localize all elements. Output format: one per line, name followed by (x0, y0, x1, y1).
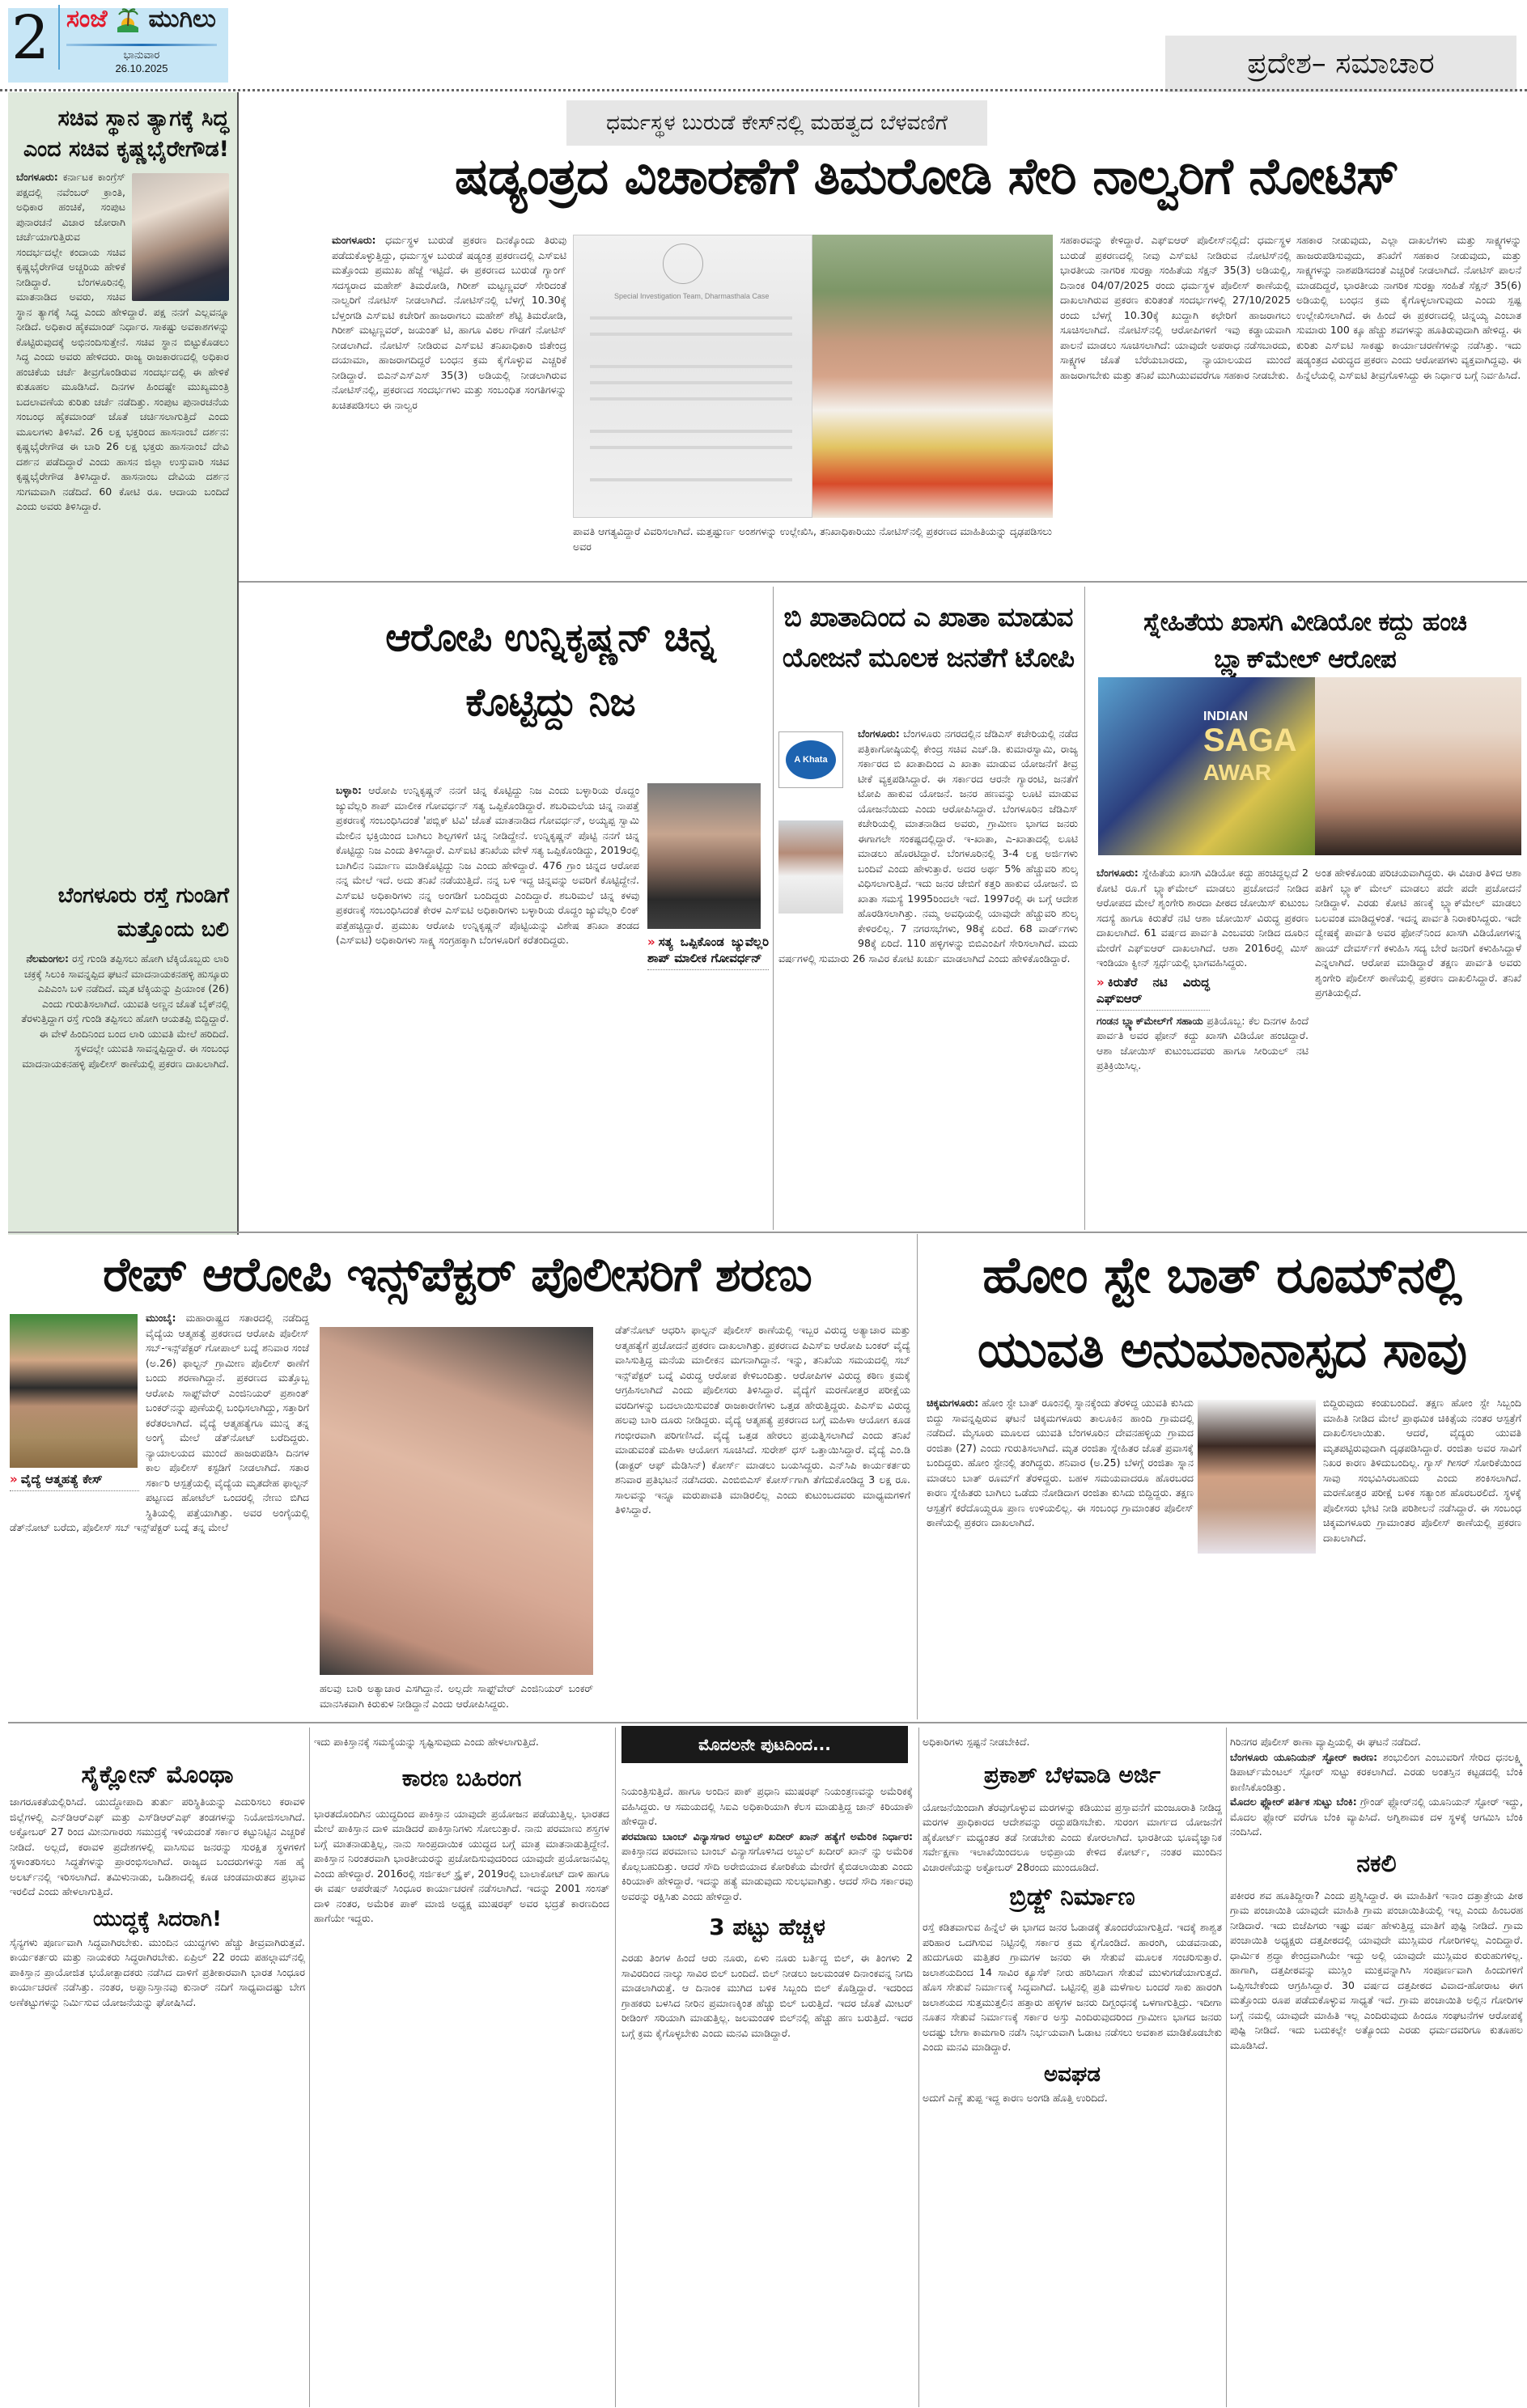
inside-subhead-wrap (621, 1829, 913, 1905)
caption-arrow-icon: » (10, 1472, 18, 1486)
caption-arrow-icon: » (647, 935, 655, 949)
bottom-col4 (923, 1732, 1222, 2403)
continued-banner: ಮೊದಲನೇ ಪುಟದಿಂದ... (621, 1726, 908, 1763)
sidebar-story1-body (16, 170, 229, 833)
sidebar-story1-text: ಕರ್ನಾಟಕ ಕಾಂಗ್ರೆಸ್ ಪಕ್ಷದಲ್ಲಿ ನವೆಂಬರ್ ಕ್ರಾಂತಿ, ಅಧಿಕಾರ ಹಂಚಿಕೆ, ಸಂಪುಟ ಪುನಾರಚನೆ ವಿಚಾರ ಜೋರಾಗಿ ಚರ್ಚೆಯಾಗುತ್ತಿರುವ ಸಂದರ್ಭದಲ್ಲೇ ಕಂದಾಯ ಸಚಿವ ಕೃಷ್ಣಭೈರೇಗೌಡ ಅಚ್ಚರಿಯ ಹೇಳಿಕೆ ನೀಡಿದ್ದಾರೆ. ಬೆಂಗಳೂರಿನಲ್ಲಿ ಮಾತನಾಡಿದ ಅವರು, ಸಚಿವ ಸ್ಥಾನ ತ್ಯಾಗಕ್ಕೆ ಸಿದ್ಧ ಎಂದು ಹೇಳಿದ್ದಾರೆ. ಪಕ್ಷ ನನಗೆ ಎಲ್ಲವನ್ನೂ ನೀಡಿದೆ. ಅಧಿಕಾರ ಹೈಕಮಾಂಡ್ ನಿರ್ಧಾರ. ಸಾಕಷ್ಟು ಅವಕಾಶಗಳನ್ನು ಕೊಟ್ಟಿರುವುದಕ್ಕೆ ಅಭಿನಂದಿಸುತ್ತೇನೆ. ಸಚಿವ ಸ್ಥಾನ ಬಿಟ್ಟುಕೊಡಲು ಸಿದ್ಧ ಎಂದು ಅವರು ಹೇಳಿದರು. ರಾಜ್ಯ ರಾಜಕಾರಣದಲ್ಲಿ ಅಧಿಕಾರ ಹಂಚಿಕೆಯ ಚರ್ಚೆ ತೀವ್ರಗೊಂಡಿರುವ ಸಂದರ್ಭದಲ್ಲಿ ಈ ಹೇಳಿಕೆ ಕುತೂಹಲ ಮೂಡಿಸಿದೆ. ದಿನಗಳ ಹಿಂದಷ್ಟೇ ಮುಖ್ಯಮಂತ್ರಿ ಬದಲಾವಣೆಯ ಕುರಿತು ಚರ್ಚೆ ನಡೆದಿತ್ತು. ಸಂಪುಟ ಪುನಾರಚನೆಯ ಸಂಬಂಧ ಹೈಕಮಾಂಡ್ ಜೊತೆ ಚರ್ಚಿಸಲಾಗುತ್ತಿದೆ ಎಂದು ಮೂಲಗಳು ತಿಳಿಸಿವೆ. 26 ಲಕ್ಷ ಭಕ್ತರಿಂದ ಹಾಸನಾಂಬೆ ದರ್ಶನ: ಕೃಷ್ಣಭೈರೇಗೌಡ ಈ ಬಾರಿ 26 ಲಕ್ಷ ಭಕ್ತರು ಹಾಸನಾಂಬೆ ದೇವಿ ದರ್ಶನ ಪಡೆದಿದ್ದಾರೆ ಎಂದು ಹಾಸನ ಜಿಲ್ಲಾ ಉಸ್ತುವಾರಿ ಸಚಿವ ಕೃಷ್ಣಭೈರೇಗೌಡ ತಿಳಿಸಿದ್ದಾರೆ. ಹಾಸನಾಂಬ ದೇವಿಯ ದರ್ಶನ ಸುಗಮವಾಗಿ ನಡೆದಿದೆ. 60 ಕೋಟಿ ರೂ. ಆದಾಯ ಬಂದಿದೆ ಎಂದು ಅವರು ತಿಳಿಸಿದ್ದಾರೆ. (16, 171, 229, 512)
lead-headline: ಷಡ್ಯಂತ್ರದ ವಿಚಾರಣೆಗೆ ತಿಮರೋಡಿ ಸೇರಿ ನಾಲ್ವರಿಗೆ ನೋಟಿಸ್ (454, 146, 1399, 206)
karana-headline: ಕಾರಣ ಬಹಿರಂಗ (401, 1764, 522, 1791)
fire-body1: ಶಂಭುಲಿಂಗ ಎಂಬುವರಿಗೆ ಸೇರಿದ ಧನಲಕ್ಷ್ಮಿ ಡಿಪಾರ್ಟ್‌ಮೆಂಟಲ್ ಸ್ಟೋರ್ ಸುಟ್ಟು ಕರಕಲಾಗಿದೆ. ಎರಡು ಅಂತಸ್ತಿನ ಕಟ್ಟಡದಲ್ಲಿ ಬೆಂಕಿ ಕಾಣಿಸಿಕೊಂಡಿತ್ತು. (1230, 1750, 1523, 1793)
bottom-col5 (1230, 1732, 1523, 2403)
bottom-col-line-4 (1226, 1728, 1227, 2407)
sidebar (8, 92, 239, 1235)
row2-col-line-1 (773, 587, 774, 1230)
homestay-dateline: ಚಿಕ್ಕಮಗಳೂರು: (927, 1397, 979, 1409)
fire-lead: ಗಿರಿನಗರ ಪೊಲೀಸ್ ಠಾಣಾ ವ್ಯಾಪ್ತಿಯಲ್ಲಿ ಈ ಘಟನೆ ನಡೆದಿದೆ. (1230, 1736, 1421, 1748)
inspector-col3: ಡೆತ್‌ನೋಟ್ ಆಧರಿಸಿ ಫಾಲ್ಟನ್ ಪೊಲೀಸ್ ಠಾಣೆಯಲ್ಲಿ ಇಬ್ಬರ ವಿರುದ್ಧ ಅತ್ಯಾಚಾರ ಮತ್ತು ಆತ್ಮಹತ್ಯೆಗೆ ಪ್ರಚೋದನೆ ಪ್ರಕರಣ ದಾಖಲಾಗಿತ್ತು. ಪ್ರಕರಣದ ಪಿಎಸ್‌ಐ ಆರೋಪಿ ಬಂಕರ್ ವೈದ್ಯೆ ವಾಸಿಸುತ್ತಿದ್ದ ಮನೆಯ ಮಾಲೀಕನ ಮಗನಾಗಿದ್ದಾನೆ. ಇನ್ನು, ತನಿಖೆಯ ಸಮಯದಲ್ಲಿ ಸಬ್ ಇನ್ಸ್‌ಪೆಕ್ಟರ್ ಬದ್ನೆ ವಿರುದ್ಧ ಆರೋಪ ಕೇಳಿಬಂದಿತ್ತು. ಆರೋಪಿಗಳ ವಿರುದ್ಧ ಕಠಿಣ ಕ್ರಮಕ್ಕೆ ಆಗ್ರಹಿಸಲಾಗಿದೆ ಎಂದು ಪೊಲೀಸರು ತಿಳಿಸಿದ್ದಾರೆ. ವೈದ್ಯೆಗೆ ಮರಣೋತ್ತರ ಪರೀಕ್ಷೆಯ ವರದಿಗಳನ್ನು ಬದಲಾಯಿಸುವಂತೆ ರಾಜಕಾರಣಿಗಳು ಒತ್ತಡ ಹೇರುತ್ತಿದ್ದರು. ಪಿಎಸ್‌ಐ ವಿರುದ್ಧ ಹಲವು ಬಾರಿ ದೂರು ನೀಡಿದ್ದರು. ವೈದ್ಯೆ ಆತ್ಮಹತ್ಯೆ ಪ್ರಕರಣದ ಬಗ್ಗೆ ಮಹಿಳಾ ಆಯೋಗ ಕೂಡ ಗಂಭೀರವಾಗಿ ಪರಿಗಣಿಸಿದೆ. ವೈದ್ಯೆ ಒತ್ತಡ ಹೇರಲು ಪ್ರಯತ್ನಿಸಲಾಗಿದೆ ಎಂದು ತನಿಖೆ ಮಾಡುವಂತೆ ಮಹಿಳಾ ಆಯೋಗ ಸೂಚಿಸಿದೆ. ಸುರೇಶ್ ಧಸ್ ಒತ್ತಾಯಿಸಿದ್ದಾರೆ. ವೈದ್ಯೆ ಎಂ.ಡಿ (ಡಾಕ್ಟರ್ ಆಫ್ ಮೆಡಿಸಿನ್) ಕೋರ್ಸ್ ಮಾಡಲು ಬಯಸಿದ್ದರು. ಎನ್‌ಸಿಪಿ ಕಾರ್ಯಕರ್ತರು ಶನಿವಾರ ಪ್ರತಿಭಟನೆ ನಡೆಸಿದರು. ಎಂಬಿಬಿಎಸ್ ಕೋರ್ಸ್‌ಗಾಗಿ ತೆಗೆದುಕೊಂಡಿದ್ದ 3 ಲಕ್ಷ ರೂ. ಸಾಲವನ್ನು ಇನ್ನೂ ಮರುಪಾವತಿ ಮಾಡಿರಲಿಲ್ಲ ಎಂದು ಕುಟುಂಬದವರು ಮಾಧ್ಯಮಗಳಿಗೆ ತಿಳಿಸಿದ್ದಾರೆ. (615, 1324, 910, 1516)
blackmail-col1-text: ಸ್ನೇಹಿತೆಯ ಖಾಸಗಿ ವಿಡಿಯೋ ಕದ್ದು ಹಂಚಿದ್ದಲ್ಲದೆ 2 ಕೋಟಿ ರೂ.ಗೆ ಬ್ಲ್ಯಾಕ್‌ಮೇಲ್ ಮಾಡಲು ಪ್ರಚೋದನೆ ನೀಡಿದ ಆರೋಪದ ಮೇಲೆ ಶೃಂಗೇರಿ ಶಾರದಾ ಪೀಠದ ಜೋಯಿಸ್ ಕುಟುಂಬ ಸದಸ್ಯೆ ಹಾಗೂ ಕಿರುತೆರೆ ನಟಿ ಆಶಾ ಜೋಯಿಸ್ ವಿರುದ್ಧ ಪ್ರಕರಣ ದಾಖಲಾಗಿದೆ. 61 ವರ್ಷದ ಪಾರ್ವತಿ ಎಂಬವರು ನೀಡಿದ ದೂರಿನ ಮೇರೆಗೆ ಎಫ್‌ಐಆರ್ ದಾಖಲಾಗಿದೆ. ಆಶಾ 2016ರಲ್ಲಿ ಮಿಸ್ ಇಂಡಿಯಾ ಕ್ವೀನ್ ಸ್ಪರ್ಧೆಯಲ್ಲಿ ಭಾಗವಹಿಸಿದ್ದರು. (1096, 867, 1309, 969)
inside-headline2: 3 ಪಟ್ಟು ಹೆಚ್ಚಳ (709, 1914, 825, 1940)
inspector-photo (10, 1314, 138, 1468)
blackmail-dateline: ಬೆಂಗಳೂರು: (1096, 867, 1139, 879)
row2-col-line-2 (1084, 587, 1085, 1230)
page-number: 2 (11, 3, 50, 73)
karana-lead: ಇದು ಪಾಕಿಸ್ತಾನಕ್ಕೆ ಸಮಸ್ಯೆಯನ್ನು ಸೃಷ್ಟಿಸುವುದು ಎಂದು ಹೇಳಲಾಗುತ್ತಿದೆ. (314, 1736, 539, 1748)
homestay-col2: ಬಿದ್ದಿರುವುದು ಕಂಡುಬಂದಿದೆ. ತಕ್ಷಣ ಹೋಂ ಸ್ಟೇ ಸಿಬ್ಬಂದಿ ಮಾಹಿತಿ ನೀಡಿದ ಮೇಲೆ ಪ್ರಾಥಮಿಕ ಚಿಕಿತ್ಸೆಯ ನಂತರ ಆಸ್ಪತ್ರೆಗೆ ದಾಖಲಿಸಲಾಯಿತು. ಆದರೆ, ವೈದ್ಯರು ಯುವತಿ ಮೃತಪಟ್ಟಿರುವುದಾಗಿ ದೃಢಪಡಿಸಿದ್ದಾರೆ. ರಂಜಿತಾ ಅವರ ಸಾವಿಗೆ ನಿಖರ ಕಾರಣ ತಿಳಿದುಬಂದಿಲ್ಲ. ಗ್ಯಾಸ್ ಗೀಸರ್ ಸೋರಿಕೆಯಿಂದ ಸಾವು ಸಂಭವಿಸಿರಬಹುದು ಎಂದು ಶಂಕಿಸಲಾಗಿದೆ. ಮರಣೋತ್ತರ ಪರೀಕ್ಷೆ ಬಳಿಕ ಸತ್ಯಾಂಶ ಹೊರಬರಲಿದೆ. ಸ್ಥಳಕ್ಕೆ ಪೊಲೀಸರು ಭೇಟಿ ನೀಡಿ ಪರಿಶೀಲನೆ ನಡೆಸಿದ್ದಾರೆ. ಈ ಸಂಬಂಧ ಚಿಕ್ಕಮಗಳೂರು ಗ್ರಾಮಾಂತರ ಪೊಲೀಸ್ ಠಾಣೆಯಲ್ಲಿ ಪ್ರಕರಣ ದಾಖಲಾಗಿದೆ. (1323, 1397, 1521, 1544)
inspector-photo-box (10, 1314, 139, 1512)
homestay-headline: ಹೋಂ ಸ್ಟೇ ಬಾತ್ ರೂಮ್‌ನಲ್ಲಿ ಯುವತಿ ಅನುಮಾನಾಸ್ಪದ ಸಾವು (977, 1245, 1467, 1379)
akhata-photo (778, 731, 843, 788)
lead-col3: ಸಹಕಾರ ನೀಡುವುದು, ಎಲ್ಲಾ ದಾಖಲೆಗಳು ಮತ್ತು ಸಾಕ್ಷ್ಯಗಳನ್ನು ಹಾಜರುಪಡಿಸುವುದು, ತನಿಖೆಗೆ ಸಹಕಾರ ನೀಡುವುದು, ಮತ್ತು ಸಾಕ್ಷ್ಯಗಳನ್ನು ನಾಶಪಡಿಸದಂತೆ ಎಚ್ಚರಿಕೆ ನೀಡಲಾಗಿದೆ. ನೋಟಿಸ್ ಪಾಲನೆ ಮಾಡದಿದ್ದರೆ, ಭಾರತೀಯ ನಾಗರಿಕ ಸುರಕ್ಷಾ ಸಂಹಿತೆ ಸೆಕ್ಷನ್ 35(6) ಅಡಿಯಲ್ಲಿ ಬಂಧನ ಕ್ರಮ ಕೈಗೊಳ್ಳಲಾಗುವುದು ಎಂದು ಸ್ಪಷ್ಟ ಉಲ್ಲೇಖಿಸಲಾಗಿದೆ. ಈ ಹಿಂದೆ ಈ ಪ್ರಕರಣದಲ್ಲಿ ಚಿನ್ನಯ್ಯ ಎಂಬಾತ ಸುಮಾರು 100 ಕ್ಕೂ ಹೆಚ್ಚು ಶವಗಳನ್ನು ಹೂತಿರುವುದಾಗಿ ಹೇಳಿದ್ದ. ಈ ಕುರಿತು ಎಸ್‌ಐಟಿ ಸಾಕಷ್ಟು ಕಾರ್ಯಾಚರಣೆಗಳನ್ನು ನಡೆಸಿತ್ತು. ಇದು ಷಡ್ಯಂತ್ರದ ವಿರುದ್ಧದ ಪ್ರಕರಣ ಎಂದು ಆರೋಪಗಳು ವ್ಯಕ್ತವಾಗಿದ್ದವು. ಈ ಹಿನ್ನೆಲೆಯಲ್ಲಿ ಎಸ್‌ಐಟಿ ತೀವ್ರಗೊಳಿಸಿದ್ದು ಈ ನಿರ್ಧಾರ ಬಗ್ಗೆ ನಿರ್ವಹಿಸಿದೆ. (1296, 234, 1521, 381)
notice-letterhead: Special Investigation Team, Dharmasthala Case (614, 292, 770, 300)
inspector-col1 (10, 1311, 309, 1675)
govardhan-photo (647, 783, 761, 929)
logo-underline (66, 44, 217, 46)
bkhata-headline: ಬಿ ಖಾತಾದಿಂದ ಎ ಖಾತಾ ಮಾಡುವ ಯೋಜನೆ ಮೂಲಕ ಜನತೆಗೆ ಟೋಪಿ (782, 601, 1075, 673)
govardhan-caption (647, 934, 769, 970)
award-banner (1203, 710, 1297, 789)
cyclone-body: ಜಾಗರೂಕತೆಯಲ್ಲಿರಿಸಿದೆ. ಯುದ್ಧೋಪಾದಿ ತುರ್ತು ಪರಿಸ್ಥಿತಿಯನ್ನು ಎದುರಿಸಲು ಕರಾವಳಿ ಜಿಲ್ಲೆಗಳಲ್ಲಿ ಎನ್‌ಡಿಆರ್‌ಎಫ್ ಮತ್ತು ಎಸ್‌ಡಿಆರ್‌ಎಫ್ ತಂಡಗಳನ್ನು ನಿಯೋಜಿಸಲಾಗಿದೆ. ಅಕ್ಟೋಬರ್ 27 ರಿಂದ ಮೀನುಗಾರರು ಸಮುದ್ರಕ್ಕೆ ಇಳಿಯದಂತೆ ಸರ್ಕಾರ ಕಟ್ಟುನಿಟ್ಟಿನ ಎಚ್ಚರಿಕೆ ನೀಡಿದೆ. ಅಲ್ಲದೆ, ಕರಾವಳಿ ಪ್ರದೇಶಗಳಲ್ಲಿ ವಾಸಿಸುವ ಜನರನ್ನು ಸುರಕ್ಷಿತ ಸ್ಥಳಗಳಿಗೆ ಸ್ಥಳಾಂತರಿಸಲು ಸಿದ್ಧತೆಗಳನ್ನು ಪ್ರಾರಂಭಿಸಲಾಗಿದೆ. ರಾಜ್ಯದ ಬಂದರುಗಳನ್ನು ಸಹ ಹೈ ಅಲರ್ಟ್‌ನಲ್ಲಿ ಇರಿಸಲಾಗಿದೆ. ತಮಿಳುನಾಡು, ಒಡಿಶಾದಲ್ಲಿ ಕೂಡ ಚಂಡಮಾರುತದ ಪ್ರಭಾವ ಇರಲಿದೆ ಎಂದು ಹೇಳಲಾಗುತ್ತಿದೆ. (10, 1795, 305, 1897)
actress-award-photo (1098, 677, 1315, 855)
unnikrishnan-text: ಆರೋಪಿ ಉನ್ನಿಕೃಷ್ಣನ್ ನನಗೆ ಚಿನ್ನ ಕೊಟ್ಟಿದ್ದು ನಿಜ ಎಂದು ಬಳ್ಳಾರಿಯ ರೊದ್ದಂ ಜ್ಯುವೆಲ್ಲರಿ ಶಾಪ್ ಮಾಲೀಕ ಗೋವರ್ಧನ್ ಸತ್ಯ ಒಪ್ಪಿಕೊಂಡಿದ್ದಾರೆ. ಶಬರಿಮಲೆಯ ಚಿನ್ನ ನಾಪತ್ತೆ ಪ್ರಕರಣಕ್ಕೆ ಸಂಬಂಧಿಸಿದಂತೆ 'ಪಬ್ಲಿಕ್ ಟಿವಿ' ಜೊತೆ ಮಾತನಾಡಿದ ಗೋವರ್ಧನ್, ಅಯ್ಯಪ್ಪ ಸ್ವಾಮಿ ಮೇಲಿನ ಭಕ್ತಿಯಿಂದ ಬಾಗಿಲು ಶಿಲ್ಪಗಳಿಗೆ ಚಿನ್ನ ನೀಡಿದ್ದೇನೆ. ಉನ್ನಿಕೃಷ್ಣನ್ ಪೊಟ್ಟಿ ನನಗೆ ಚಿನ್ನ ಕೊಟ್ಟಿದ್ದು ನಿಜ ಎಂದು ತಿಳಿಸಿದ್ದಾರೆ. ಎಸ್‌ಐಟಿ ತನಿಖೆಯ ವೇಳೆ ಸತ್ಯ ಒಪ್ಪಿಕೊಂಡಿದ್ದು, 2019ರಲ್ಲಿ ಬಾಗಿಲಿನ ನಿರ್ಮಾಣ ಮಾಡಿಕೊಟ್ಟಿದ್ದು ನಿಜ ಎಂದು ಹೇಳಿದ್ದಾರೆ. 476 ಗ್ರಾಂ ಚಿನ್ನದ ಆರೋಪ ನನ್ನ ಮೇಲೆ ಇದೆ. ಅದು ತನಿಖೆ ನಡೆಯುತ್ತಿದೆ. ನನ್ನ ಬಳಿ ಇದ್ದ ಚಿನ್ನವನ್ನು ಅವರಿಗೆ ಕೊಟ್ಟಿದ್ದೇನೆ. ಎಸ್‌ಐಟಿ ಅಧಿಕಾರಿಗಳು ನನ್ನ ಅಂಗಡಿಗೆ ಬಂದಿದ್ದರು ಎಂದಿದ್ದಾರೆ. ಶಬರಿಮಲೆ ಚಿನ್ನ ಕಳವು ಪ್ರಕರಣಕ್ಕೆ ಸಂಬಂಧಿಸಿದಂತೆ ಕೇರಳ ಎಸ್‌ಐಟಿ ಅಧಿಕಾರಿಗಳು ಬಳ್ಳಾರಿಯ ರೊದ್ದಂ ಜ್ಯುವೆಲ್ಲರಿ ಲಿಂಕ್ ಪತ್ತೆಹಚ್ಚಿದ್ದಾರೆ. ಪ್ರಮುಖ ಆರೋಪಿ ಉನ್ನಿಕೃಷ್ಣನ್ ಪೊಟ್ಟಿಯನ್ನು ವಿಶೇಷ ತನಿಖಾ ತಂಡದ (ಎಸ್‌ಐಟಿ) ಅಧಿಕಾರಿಗಳು ಸಾಕ್ಷ್ಯ ಸಂಗ್ರಹಕ್ಕಾಗಿ ಬೆಂಗಳೂರಿಗೆ ಕರೆತಂದಿದ್ದರು. (336, 784, 639, 946)
lead-kicker: ಧರ್ಮಸ್ಥಳ ಬುರುಡೆ ಕೇಸ್‌ನಲ್ಲಿ ಮಹತ್ವದ ಬೆಳವಣಿಗೆ (566, 100, 987, 146)
inspector-dateline: ಮುಂಬೈ: (146, 1312, 176, 1324)
sit-notice-photo (573, 235, 812, 518)
prakash-headline: ಪ್ರಕಾಶ್ ಬೆಳವಾಡಿ ಅರ್ಜಿ (983, 1761, 1161, 1788)
unnikrishnan-headline: ಆರೋಪಿ ಉನ್ನಿಕೃಷ್ಣನ್ ಚಿನ್ನ ಕೊಟ್ಟಿದ್ದು ನಿಜ (385, 615, 715, 725)
timarodi-photo (812, 235, 1053, 518)
row3-divider (8, 1722, 1527, 1723)
logo-part2: ಮುಗಿಲು (148, 5, 216, 33)
fire-subhead2: ಮೊದಲ ಫ್ಲೋರ್ ಪರ್ತಿಕ ಸುಟ್ಟು ಬೆಂಕಿ: (1230, 1795, 1357, 1808)
newspaper-logo (66, 5, 216, 33)
inspector-col2: ಹಲವು ಬಾರಿ ಅತ್ಯಾಚಾರ ಎಸಗಿದ್ದಾನೆ. ಅಲ್ಲದೇ ಸಾಫ್ಟ್‌ವೇರ್ ಎಂಜಿನಿಯರ್ ಬಂಕರ್ ಮಾನಸಿಕವಾಗಿ ಕಿರುಕುಳ ನೀಡಿದ್ದಾನೆ ಎಂದು ಆರೋಪಿಸಿದ್ದರು. (320, 1682, 593, 1710)
actress-crown-photo (1315, 677, 1521, 855)
bottom-col3 (621, 1784, 913, 2403)
issue-day: ಭಾನುವಾರ (123, 49, 160, 61)
blackmail-col2: ಅಂತ ಹೇಳಿಕೊಂಡು ಪರಿಚಯವಾಗಿದ್ದರು. ಈ ವಿಚಾರ ತಿಳಿದ ಆಶಾ ಪತಿಗೆ ಬ್ಲ್ಯಾಕ್ ಮೇಲ್ ಮಾಡಲು ಪದೇ ಪದೇ ಪ್ರಚೋದನೆ ನೀಡಿದ್ದಾಳೆ. ಎರಡು ಕೋಟಿ ಹಣಕ್ಕೆ ಬ್ಲ್ಯಾಕ್‌ಮೇಲ್ ಮಾಡಲು ಬಲವಂತ ಮಾಡಿದ್ದಳಂತೆ. ಇದನ್ನ ಪಾರ್ವತಿ ನಿರಾಕರಿಸಿದ್ದರು. ಇದೇ ದ್ವೇಷಕ್ಕೆ ಪಾರ್ವತಿ ಅವರ ಫೋನ್‌ನಿಂದ ಖಾಸಗಿ ವಿಡಿಯೋಗಳನ್ನ ಹಾಯ್ ದೇವರ್ಸ್‌ಗೆ ಕಳುಹಿಸಿ ಸದ್ಯ ಬೇರೆ ಜನರಿಗೆ ಕಳುಹಿಸಿದ್ದಾಳೆ ಎನ್ನಲಾಗಿದೆ. ಆರೋಪ ಮಾಡಿದ್ದಾರೆ ತಕ್ಷಣ ಪಾರ್ವತಿ ಅವರು ಶೃಂಗೇರಿ ಪೊಲೀಸ್ ಠಾಣೆಯಲ್ಲಿ ಪ್ರಕರಣ ದಾಖಲಿಸಿದ್ದಾರೆ. ತನಿಖೆ ಪ್ರಗತಿಯಲ್ಲಿದೆ. (1315, 867, 1521, 998)
bottom-col-line-3 (918, 1728, 919, 2407)
row3-col-line (917, 1234, 918, 1719)
fire-subhead1: ಬೆಂಗಳೂರು ಯೂನಿಯನ್ ಸ್ಟೋರ್ ಕಾರಣ: (1230, 1750, 1378, 1763)
lead-col2: ಸಹಕಾರವನ್ನು ಕೇಳಿದ್ದಾರೆ. ಎಫ್‌ಐಆರ್ ಪೊಲೀಸ್‌ನಲ್ಲಿದೆ: ಧರ್ಮಸ್ಥಳ ಬುರುಡೆ ಪ್ರಕರಣದಲ್ಲಿ ನೀವು ಎಸ್‌ಐಟಿ ನೀಡಿರುವ ನೋಟಿಸ್‌ನಲ್ಲಿ ಭಾರತೀಯ ನಾಗರಿಕ ಸುರಕ್ಷಾ ಸಂಹಿತೆಯ ಸೆಕ್ಷನ್ 35(3) ಅಡಿಯಲ್ಲಿ, ದಿನಾಂಕ 04/07/2025 ರಂದು ಧರ್ಮಸ್ಥಳ ಪೊಲೀಸ್ ಠಾಣೆಯಲ್ಲಿ ದಾಖಲಾಗಿರುವ ಪ್ರಕರಣ ಕುರಿತಂತೆ ಸಂದರ್ಭಗಳಲ್ಲಿ 27/10/2025 ರಂದು ಬೆಳಗ್ಗೆ 10.30ಕ್ಕೆ ಖುದ್ದಾಗಿ ಕಛೇರಿಗೆ ಹಾಜರಾಗಲು ಸೂಚಿಸಲಾಗಿದೆ. ನೋಟಿಸ್‌ನಲ್ಲಿ ಆರೋಪಿಗಳಿಗೆ ಇವು ಕಡ್ಡಾಯವಾಗಿ ಪಾಲನೆ ಮಾಡಲು ಸೂಚಿಸಲಾಗಿದೆ: ಯಾವುದೇ ಅಪರಾಧ ನಡೆಸಬಾರದು, ಸಾಕ್ಷ್ಯಗಳ ಜೊತೆ ಬೆರೆಯಬಾರದು, ನ್ಯಾಯಾಲಯದ ಮುಂದೆ ಹಾಜರಾಗಬೇಕು ಮತ್ತು ತನಿಖೆ ಮುಗಿಯುವವರೆಗೂ ಸಹಕಾರ ನೀಡಬೇಕು. (1060, 234, 1291, 381)
lead-dateline: ಮಂಗಳೂರು: (332, 234, 376, 246)
bridge-body: ರಸ್ತೆ ಕಡಿತವಾಗುವ ಹಿನ್ನೆಲೆ ಈ ಭಾಗದ ಜನರ ಓಡಾಡಕ್ಕೆ ತೊಂದರೆಯಾಗುತ್ತಿದೆ. ಇದಕ್ಕೆ ಶಾಶ್ವತ ಪರಿಹಾರ ಒದಗಿಸುವ ನಿಟ್ಟಿನಲ್ಲಿ ಸರ್ಕಾರ ಕ್ರಮ ಕೈಗೊಂಡಿದೆ. ಹಾರಂಗಿ, ಯಡವನಾಡು, ಹುದುಗೂರು ಮತ್ತಿತರ ಗ್ರಾಮಗಳ ಜನರು ಈ ಸೇತುವೆ ಮೂಲಕ ಸಂಚರಿಸುತ್ತಾರೆ. ಜಲಾಶಯದಿಂದ 14 ಸಾವಿರ ಕ್ಯೂಸೆಕ್ ನೀರು ಹರಿಸಿದಾಗ ಸೇತುವೆ ಮುಳುಗಡೆಯಾಗುತ್ತದೆ. ಹೊಸ ಸೇತುವೆ ನಿರ್ಮಾಣಕ್ಕೆ ಸಿದ್ಧವಾಗಿದೆ. ಒಟ್ಟಿನಲ್ಲಿ ಪ್ರತಿ ಮಳೆಗಾಲ ಬಂದರೆ ಸಾಕು ಹಾರಂಗಿ ಜಲಾಶಯದ ಸುತ್ತಮುತ್ತಲಿನ ಹತ್ತಾರು ಹಳ್ಳಿಗಳ ಜನರು ದಿಗ್ಬಂಧನಕ್ಕೆ ಒಳಗಾಗುತ್ತಿದ್ರು. ಇದೀಗಾ ನೂತನ ಸೇತುವೆ ನಿರ್ಮಾಣಕ್ಕೆ ಸರ್ಕಾರ ಅಸ್ತು ಎಂದಿರುವುದರಿಂದ ಗ್ರಾಮೀಣ ಭಾಗದ ಜನರು ಅದಷ್ಟು ಬೇಗಾ ಕಾಮಗಾರಿ ನಡೆಸಿ ನಿರ್ಭಯವಾಗಿ ಓಡಾಟ ನಡೆಸಲು ಅವಕಾಶ ಮಾಡಿಕೊಡಬೇಕು ಎಂದು ಮನವಿ ಮಾಡಿದ್ದಾರೆ. (923, 1921, 1222, 2053)
accident-headline: ಅವಘಡ (1044, 2062, 1101, 2087)
blackmail-subhead: ಗಂಡನ ಬ್ಲ್ಯಾಕ್‌ಮೇಲ್‌ಗೆ ಸಹಾಯ (1096, 1014, 1203, 1027)
award-text-1: INDIAN (1203, 710, 1249, 723)
sidebar-story2-body (16, 952, 229, 1071)
homestay-col1-text: ಹೋಂ ಸ್ಟೇ ಬಾತ್ ರೂಂನಲ್ಲಿ ಸ್ನಾನಕ್ಕೆಂದು ತೆರಳಿದ್ದ ಯುವತಿ ಕುಸಿದು ಬಿದ್ದು ಸಾವನ್ನಪ್ಪಿರುವ ಘಟನೆ ಚಿಕ್ಕಮಗಳೂರು ತಾಲೂಕಿನ ಹಾಂದಿ ಗ್ರಾಮದಲ್ಲಿ ನಡೆದಿದೆ. ಮೈಸೂರು ಮೂಲದ ಯುವತಿ ಬೆಂಗಳೂರಿನ ದೇವನಹಳ್ಳಿಯ ಗ್ರಾಮದ ರಂಜಿತಾ (27) ಎಂದು ಗುರುತಿಸಲಾಗಿದೆ. ಮೃತ ರಂಜಿತಾ ಸ್ನೇಹಿತರ ಜೊತೆ ಪ್ರವಾಸಕ್ಕೆ ಬಂದಿದ್ದರು. ಹೋಂ ಸ್ಟೇನಲ್ಲಿ ತಂಗಿದ್ದರು. ಶನಿವಾರ (ಅ.25) ಬೆಳಗ್ಗೆ ರಂಜಿತಾ ಸ್ನಾನ ಮಾಡಲು ಬಾತ್ ರೂಮ್‌ಗೆ ತೆರಳಿದ್ದರು. ಬಹಳ ಸಮಯವಾದರೂ ಹೊರಬರದ ಕಾರಣ ಸ್ನೇಹಿತರು ಬಾಗಿಲು ಒಡೆದು ನೋಡಿದಾಗ ರಂಜಿತಾ ಕುಸಿದು ಬಿದ್ದಿದ್ದರು. ತಕ್ಷಣ ಆಸ್ಪತ್ರೆಗೆ ಕರೆದೊಯ್ದರೂ ಪ್ರಾಣ ಉಳಿಯಲಿಲ್ಲ. ಈ ಸಂಬಂಧ ಗ್ರಾಮಾಂತರ ಪೊಲೀಸ್ ಠಾಣೆಯಲ್ಲಿ ಪ್ರಕರಣ ದಾಖಲಾಗಿದೆ. (927, 1397, 1194, 1528)
blackmail-headline: ಸ್ನೇಹಿತೆಯ ಖಾಸಗಿ ವೀಡಿಯೋ ಕದ್ದು ಹಂಚಿ ಬ್ಲ್ಯಾಕ್‌ಮೇಲ್ ಆರೋಪ (1143, 608, 1466, 674)
homestay-col1 (927, 1396, 1194, 1719)
bkhata-dateline: ಬೆಂಗಳೂರು: (858, 727, 900, 740)
siddaramaiah-headline: ಯುದ್ಧಕ್ಕೆ ಸಿದರಾಗಿ! (93, 1906, 222, 1931)
inside-subhead: ಪರಮಾಣು ಬಾಂಬ್ ವಿನ್ಯಾಸಗಾರ ಅಬ್ದುಲ್ ಖದೀರ್ ಖಾನ್ ಹತ್ಯೆಗೆ ಅಮೆರಿಕ ನಿರ್ಧಾರ: (621, 1829, 913, 1842)
blackmail-col1b-text: ಪ್ರತಿಯೊಬ್ಬ: ಕೆಲ ದಿನಗಳ ಹಿಂದೆ ಪಾರ್ವತಿ ಅವರ ಫೋನ್ ಕದ್ದು ಖಾಸಗಿ ವಿಡಿಯೋ ಹಂಚಿದ್ದಾರೆ. ಆಶಾ ಜೋಯಿಸ್ ಕುಟುಂಬದವರು ಹಾಗೂ ಸೀರಿಯಲ್ ನಟಿ ಪ್ರತಿಕ್ರಿಯಿಸಿಲ್ಲ. (1096, 1014, 1309, 1071)
bottom-col-line-2 (615, 1728, 616, 2407)
bottom-col-line-1 (309, 1728, 310, 2407)
sidebar-story1-dateline: ಬೆಂಗಳೂರು: (16, 171, 58, 183)
fire-body2: ಗ್ರೌಂಡ್ ಫ್ಲೋರ್‌ನಲ್ಲಿ ಯೂನಿಯನ್ ಸ್ಟೋರ್ ಇದ್ದು, ಮೊದಲ ಫ್ಲೋರ್ ವರೆಗೂ ಬೆಂಕಿ ವ್ಯಾಪಿಸಿದೆ. ಅಗ್ನಿಶಾಮಕ ದಳ ಸ್ಥಳಕ್ಕೆ ಆಗಮಿಸಿ ಬೆಂಕಿ ನಂದಿಸಿದೆ. (1230, 1795, 1523, 1838)
masthead-divider (58, 5, 60, 70)
issue-date: 26.10.2025 (115, 62, 168, 74)
row2-divider (8, 1232, 1527, 1233)
logo-part1: ಸಂಜೆ (66, 5, 108, 33)
section-title: ಪ್ರದೇಶ– ಸಮಾಚಾರ (1165, 36, 1516, 92)
bkhata-text: ಬೆಂಗಳೂರು ನಗರದಲ್ಲಿನ ಜೆಡಿಎಸ್ ಕಚೇರಿಯಲ್ಲಿ ನಡೆದ ಪತ್ರಿಕಾಗೋಷ್ಠಿಯಲ್ಲಿ ಕೇಂದ್ರ ಸಚಿವ ಎಚ್.ಡಿ. ಕುಮಾರಸ್ವಾಮಿ, ರಾಜ್ಯ ಸರ್ಕಾರದ ಬಿ ಖಾತಾದಿಂದ ಎ ಖಾತಾ ಮಾಡುವ ಯೋಜನೆಗೆ ತೀವ್ರ ಟೀಕೆ ವ್ಯಕ್ತಪಡಿಸಿದ್ದಾರೆ. ಈ ಸರ್ಕಾರದ ಆರನೇ ಗ್ಯಾರಂಟಿ, ಜನತೆಗೆ ಟೋಪಿ ಹಾಕುವ ಯೋಜನೆ. ಜನರ ಹಣವನ್ನು ಲೂಟಿ ಮಾಡುವ ಯೋಜನೆಯಿದು ಎಂದು ಆರೋಪಿಸಿದ್ದಾರೆ. ಬೆಂಗಳೂರಿನ ಜೆಡಿಎಸ್ ಕಚೇರಿಯಲ್ಲಿ ಮಾತನಾಡಿದ ಅವರು, ಗ್ರಾಮೀಣ ಭಾಗದ ಜನರು ಈಗಾಗಲೇ ಸಂಕಷ್ಟದಲ್ಲಿದ್ದಾರೆ. ಇ-ಖಾತಾ, ಎ-ಖಾತಾದಲ್ಲಿ ಲೂಟಿ ಮಾಡಲು ಹೊರಟಿದ್ದಾರೆ. ಬೆಂಗಳೂರಿನಲ್ಲಿ 3-4 ಲಕ್ಷ ಅರ್ಜಿಗಳು ಬಂದಿವೆ ಎಂದು ಹೇಳುತ್ತಾರೆ. ಅದರ ಅರ್ಥ 5% ಹೆಚ್ಚುವರಿ ಶುಲ್ಕ ವಿಧಿಸಲಾಗುತ್ತಿದೆ. ಇದು ಜನರ ಜೇಬಿಗೆ ಕತ್ತರಿ ಹಾಕುವ ಯೋಜನೆ. ಬಿ ಖಾತಾ ಸಮಸ್ಯೆ 1995ರಿಂದಲೇ ಇದೆ. 1997ರಲ್ಲಿ ಈ ಬಗ್ಗೆ ಆದೇಶ ಹೊರಡಿಸಲಾಗಿತ್ತು. ನಮ್ಮ ಅವಧಿಯಲ್ಲಿ ಯಾವುದೇ ಹೆಚ್ಚುವರಿ ಶುಲ್ಕ ಕೇಳಿರಲಿಲ್ಲ. 7 ನಗರಸಭೆಗಳು, 98ಕ್ಕೆ ಏರಿದೆ. 68 ವಾರ್ಡ್‌ಗಳು 98ಕ್ಕೆ ಏರಿದೆ. 110 ಹಳ್ಳಿಗಳನ್ನು ಬಿಬಿಎಂಪಿಗೆ ಸೇರಿಸಲಾಗಿದೆ. ಮದು ವರ್ಷಗಳಲ್ಲಿ ಸುಮಾರು 26 ಸಾವಿರ ಕೋಟಿ ಖರ್ಚು ಮಾಡಲಾಗಿದೆ ಎಂದು ಹೇಳಿಕೊಂಡಿದ್ದಾರೆ. (778, 727, 1078, 964)
karana-body: ಭಾರತದೊಂದಿಗಿನ ಯುದ್ಧದಿಂದ ಪಾಕಿಸ್ತಾನ ಯಾವುದೇ ಪ್ರಯೋಜನ ಪಡೆಯುತ್ತಿಲ್ಲ. ಭಾರತದ ಮೇಲೆ ಪಾಕಿಸ್ತಾನ ದಾಳಿ ಮಾಡಿದರೆ ಪಾಕಿಸ್ತಾನಿಗಳು ಸೋಲುತ್ತಾರೆ. ನಾನು ಪರಮಾಣು ಶಸ್ತ್ರಗಳ ಬಗ್ಗೆ ಮಾತನಾಡುತ್ತಿಲ್ಲ, ನಾನು ಸಾಂಪ್ರದಾಯಿಕ ಯುದ್ಧದ ಬಗ್ಗೆ ಮಾತ್ರ ಮಾತನಾಡುತ್ತಿದ್ದೇನೆ. ಪಾಕಿಸ್ತಾನ ನಿರಂತರವಾಗಿ ಭಾರತೀಯರನ್ನು ಪ್ರಚೋದಿಸುವುದರಿಂದ ಯಾವುದೇ ಪ್ರಯೋಜನವಿಲ್ಲ ಎಂದು ಹೇಳಿದ್ದಾರೆ. 2016ರಲ್ಲಿ ಸರ್ಜಿಕಲ್ ಸ್ಟ್ರೈಕ್, 2019ರಲ್ಲಿ ಬಾಲಾಕೋಟ್ ದಾಳಿ ಹಾಗೂ ಈ ವರ್ಷ ಆಪರೇಷನ್ ಸಿಂಧೂರ ಕಾರ್ಯಾಚರಣೆ ನಡೆಸಲಾಗಿದೆ. ಇದನ್ನು 2001 ಸಂಸತ್ ದಾಳಿ ನಂತರ, ಅಮೆರಿಕ ಪಾಕ್ ಮಾಜಿ ಅಧ್ಯಕ್ಷ ಮುಷರಫ್ ಅವರ ಭದ್ರತೆ ಕಾರಣದಿಂದ ಹಾಗೆಯೇ ಇದ್ದರು. (314, 1807, 609, 1924)
inside-body1: ನಿಯಂತ್ರಿಸುತ್ತಿದೆ. ಹಾಗೂ ಅಂದಿನ ಪಾಕ್ ಪ್ರಧಾನಿ ಮುಷರಫ್ ನಿಯಂತ್ರಣವನ್ನು ಅಮೆರಿಕಕ್ಕೆ ವಹಿಸಿದ್ದರು. ಆ ಸಮಯದಲ್ಲಿ ಸಿಐಎ ಅಧಿಕಾರಿಯಾಗಿ ಕೆಲಸ ಮಾಡುತ್ತಿದ್ದ ಜಾನ್ ಕಿರಿಯಾಕೌ ಹೇಳಿದ್ದಾರೆ. (621, 1785, 913, 1827)
lead-col1 (332, 233, 566, 557)
palm-sun-icon (116, 8, 140, 32)
nakali-headline: ನಕಲಿ (1356, 1849, 1397, 1878)
prakash-body: ಯೋಜನೆಯಿಂದಾಗಿ ತೆರವುಗೊಳ್ಳುವ ಮರಗಳನ್ನು ಕಡಿಯುವ ಪ್ರಸ್ತಾವನೆಗೆ ಮಂಜೂರಾತಿ ನೀಡಿದ್ದ ಮರಗಳ ಪ್ರಾಧಿಕಾರದ ಆದೇಶವನ್ನು ರದ್ದುಪಡಿಸಬೇಕು. ಸುರಂಗ ಮಾರ್ಗದ ಯೋಜನೆಗೆ ಹೈಕೋರ್ಟ್ ಮಧ್ಯಂತರ ತಡೆ ನೀಡಬೇಕು ಎಂದು ಕೋರಲಾಗಿದೆ. ಭಾರತೀಯ ಭೂವೈಜ್ಞಾನಿಕ ಸರ್ವೇಕ್ಷಣಾ ಇಲಾಖೆಯಿಂದಲೂ ಅಭಿಪ್ರಾಯ ಕೇಳಿದ ಕೋರ್ಟ್, ನಂತರ ಮುಂದಿನ ವಿಚಾರಣೆಯನ್ನು ಅಕ್ಟೋಬರ್ 28ರಂದು ಮುಂದೂಡಿದೆ. (923, 1800, 1222, 1873)
inspector-headline: ರೇಪ್ ಆರೋಪಿ ಇನ್ಸ್‌ಪೆಕ್ಟರ್ ಪೊಲೀಸರಿಗೆ ಶರಣು (103, 1247, 812, 1302)
sidebar-story2-headline: ಬೆಂಗಳೂರು ರಸ್ತೆ ಗುಂಡಿಗೆ ಮತ್ತೊಂದು ಬಲಿ (57, 884, 229, 942)
siddaramaiah-body: ಸೈನ್ಯಗಳು ಪೂರ್ಣವಾಗಿ ಸಿದ್ಧವಾಗಿರಬೇಕು. ಮುಂದಿನ ಯುದ್ಧಗಳು ಹೆಚ್ಚು ತೀವ್ರವಾಗಿರುತ್ತವೆ. ಕಾರ್ಯಕರ್ತರು ಮತ್ತು ನಾಯಕರು ಸಿದ್ಧರಾಗಿರಬೇಕು. ಏಪ್ರಿಲ್ 22 ರಂದು ಪಹಲ್ಗಾಮ್‌ನಲ್ಲಿ ಪಾಕಿಸ್ತಾನ ಪ್ರಾಯೋಜಿತ ಭಯೋತ್ಪಾದಕರು ನಡೆಸಿದ ದಾಳಿಗೆ ಪ್ರತೀಕಾರವಾಗಿ ಭಾರತ ಸಿಂಧೂರ ಕಾರ್ಯಾಚರಣೆ ನಡೆಸಿತ್ತು. ನಂತರ, ಅಪ್ಘಾನಿಸ್ತಾನವು ಕುನಾರ್ ನದಿಗೆ ಸಾಧ್ಯವಾದಷ್ಟು ಬೇಗ ಅಣೆಕಟ್ಟುಗಳನ್ನು ನಿರ್ಮಿಸುವ ಯೋಜನೆಯನ್ನು ಘೋಷಿಸಿದೆ. (10, 1935, 305, 2008)
minister-photo (132, 173, 229, 301)
akhata-badge: A Khata (786, 740, 836, 779)
unnikrishnan-body (336, 783, 769, 1212)
sidebar-story1-headline: ಸಚಿವ ಸ್ಥಾನ ತ್ಯಾಗಕ್ಕೆ ಸಿದ್ಧ ಎಂದ ಸಚಿವ ಕೃಷ್ಣಭೈರೇಗೌಡ! (23, 106, 229, 162)
blackmail-col1 (1096, 866, 1309, 1222)
accident-body: ಅದುಗೆ ಎಣ್ಣೆ ತುಪ್ಪ ಇದ್ದ ಕಾರಣ ಅಂಗಡಿ ಹೊತ್ತಿ ಉರಿದಿದೆ. (923, 2091, 1108, 2104)
seal-icon (663, 244, 703, 284)
caption-arrow-icon: » (1096, 974, 1105, 990)
sidebar-story2-dateline: ನೆಲಮಂಗಲ: (26, 952, 69, 964)
blackmail-caption (1096, 974, 1210, 1011)
fire-para2 (1230, 1795, 1523, 1840)
prakash-lead: ಅಧಿಕಾರಿಗಳು ಸ್ಪಷ್ಟನೆ ನೀಡಬೇಕಿದೆ. (923, 1736, 1030, 1748)
bridge-headline: ಬ್ರಿಡ್ಜ್ ನಿರ್ಮಾಣ (1009, 1883, 1135, 1911)
govardhan-caption-text: ಸತ್ಯ ಒಪ್ಪಿಕೊಂಡ ಜ್ಯುವೆಲ್ಲರಿ ಶಾಪ್ ಮಾಲೀಕ ಗೋವರ್ಧನ್ (647, 935, 769, 965)
unnikrishnan-dateline: ಬಳ್ಳಾರಿ: (336, 784, 363, 796)
award-text-2: SAGA (1203, 723, 1297, 758)
inspector-caption-text: ವೈದ್ಯೆ ಆತ್ಮಹತ್ಯೆ ಕೇಸ್ (20, 1472, 103, 1486)
nakali-body: ಪಕೀರರ ಶವ ಹೂತಿದ್ದೀರಾ? ಎಂದು ಪ್ರಶ್ನಿಸಿದ್ದಾರೆ. ಈ ಮಾಹಿತಿಗೆ ಇನಾಂ ದತ್ತಾತ್ರೇಯ ಪೀಠ ಗ್ರಾಮ ಪಂಚಾಯಿತಿ ಯಾವುದೇ ಮಾಹಿತಿ ಗ್ರಾಮ ಪಂಚಾಯಿತಿಯಲ್ಲಿ ಇಲ್ಲ ಎಂದು ಹಿಂಬರಹ ನೀಡಿದಾರೆ. ಇದು ಬಿಜೆಪಿಗರು ಇಷ್ಟು ವರ್ಷ ಹೇಳುತ್ತಿದ್ದ ಮಾತಿಗೆ ಪುಷ್ಟಿ ನೀಡಿದೆ. ಗ್ರಾಮ ಪಂಚಾಯಿತಿ ಅಧ್ಯಕ್ಷರು ದತ್ತಪೀಠದಲ್ಲಿ ಯಾವುದೇ ಮುಸ್ಲಿಮರ ಗೋರಿಗಳಿಲ್ಲ ಎಂದಿದ್ದಾರೆ. ಧಾರ್ಮಿಕ ಶ್ರದ್ಧಾ ಕೇಂದ್ರವಾಗಿಯೇ ಇದ್ದು ಅಲ್ಲಿ ಯಾವುದೇ ಮುಸ್ಲಿಮರ ಕುರುಹುಗಳಿಲ್ಲ. ಹಾಗಾಗಿ, ದತ್ತಪೀಠವನ್ನು ಮುಸ್ಲಿಂ ಮುಕ್ತವನ್ನಾಗಿಸಿ ಸಂಪೂರ್ಣವಾಗಿ ಹಿಂದುಗಳಿಗೆ ಒಪ್ಪಿಸಬೇಕೆಂದು ಆಗ್ರಹಿಸಿದ್ದಾರೆ. 30 ವರ್ಷದ ದತ್ತಪೀಠದ ವಿವಾದ-ಹೋರಾಟ ಈಗ ಮತ್ತೊಂದು ರೂಪ ಪಡೆದುಕೊಳ್ಳುವ ಸಾಧ್ಯತೆ ಇದೆ. ಗ್ರಾಮ ಪಂಚಾಯಿತಿ ಅಲ್ಲಿನ ಗೋರಿಗಳ ಬಗ್ಗೆ ನಮಲ್ಲಿ ಯಾವುದೇ ಮಾಹಿತಿ ಇಲ್ಲ ಎಂದಿರುವುದು ಹಿಂದೂ ಸಂಘಟನೆಗಳ ಆರೋಪಕ್ಕೆ ಪುಷ್ಟಿ ನೀಡಿದೆ. ಇದು ಬದುಕಲ್ಲೇ ಅತ್ಯೊಂದು ಎರಡು ಧರ್ಮದವರಿಗೂ ಕುತೂಹಲ ಮೂಡಿಸಿದೆ. (1230, 1889, 1523, 2051)
lead-photo-caption-line: ಪಾವತಿ ಆಗತ್ಯವಿದ್ದಾರೆ ವಿವರಿಸಲಾಗಿದೆ. ಮತ್ತಷ್ಟುರ್ಣ ಅಂಶಗಳನ್ನು ಉಲ್ಲೇಖಿಸಿ, ತನಿಖಾಧಿಕಾರಿಯು ನೋಟಿಸ್‌ನಲ್ಲಿ ಪ್ರಕರಣದ ಮಾಹಿತಿಯನ್ನು ದೃಢಪಡಿಸಲು ಅವರ (573, 525, 1052, 553)
bkhata-photos (778, 731, 851, 934)
blackmail-caption-text: ಕಿರುತೆರೆ ನಟಿ ವಿರುದ್ಧ ಎಫ್‌ಐಆರ್ (1096, 974, 1210, 1006)
bottom-col1 (10, 1732, 305, 2403)
inspector-caption (10, 1471, 139, 1491)
unnikrishnan-photo-box (647, 783, 769, 1018)
cyclone-headline: ಸೈಕ್ಲೋನ್ ಮೊಂಥಾ (81, 1761, 234, 1789)
victim-photo (1198, 1400, 1316, 1554)
lead-col1-text: ಧರ್ಮಸ್ಥಳ ಬುರುಡೆ ಪ್ರಕರಣ ದಿನಕ್ಕೊಂದು ತಿರುವು ಪಡೆದುಕೊಳ್ಳುತ್ತಿದ್ದು, ಧರ್ಮಸ್ಥಳ ಬುರುಡೆ ಷಡ್ಯಂತ್ರ ಪ್ರಕರಣದಲ್ಲಿ ಎಸ್‌ಐಟಿ ಮತ್ತೊಂದು ಪ್ರಮುಖ ಹೆಜ್ಜೆ ಇಟ್ಟಿದೆ. ಈ ಪ್ರಕರಣದ ಬುರುಡೆ ಗ್ಯಾಂಗ್ ಸದಸ್ಯರಾದ ಮಹೇಶ್ ತಿಮರೋಡಿ, ಗಿರೀಶ್ ಮಟ್ಟಣ್ಣವರ್ ಸೇರಿದಂತೆ ನಾಲ್ವರಿಗೆ ನೋಟಿಸ್ ನೀಡಲಾಗಿದೆ. ನೋಟಿಸ್‌ನಲ್ಲಿ ಬೆಳಗ್ಗೆ 10.30ಕ್ಕೆ ಬೆಳ್ತಂಗಡಿ ಎಸ್‌ಐಟಿ ಕಚೇರಿಗೆ ಹಾಜರಾಗಲು ಮಹೇಶ್ ಶೆಟ್ಟಿ ತಿಮರೋಡಿ, ಗಿರೀಶ್ ಮಟ್ಟಣ್ಣವರ್, ಜಯಂತ್ ಟಿ, ಹಾಗೂ ವಿಠಲ ಗೌಡಗೆ ನೋಟಿಸ್ ನೀಡಲಾಗಿದೆ. ನೋಟಿಸ್ ನೀಡಿರುವ ಎಸ್‌ಐಟಿ ತನಿಖಾಧಿಕಾರಿ ಜಿತೇಂದ್ರ ದಯಾಮಾ, ಹಾಜರಾಗದಿದ್ದರೆ ಬಂಧನ ಕ್ರಮ ಕೈಗೊಳ್ಳುವ ಎಚ್ಚರಿಕೆ ನೀಡಿದ್ದಾರೆ. ಬಿಎನ್‌ಎಸ್‌ಎಸ್ 35(3) ಅಡಿಯಲ್ಲಿ ನೀಡಲಾಗಿರುವ ನೋಟಿಸ್‌ನಲ್ಲಿ, ಪ್ರಕರಣದ ಸಂದರ್ಭಗಳು ಮತ್ತು ಸಂಬಂಧಿತ ಸಂಗತಿಗಳನ್ನು ಖಚಿತಪಡಿಸಲು ಈ ನಾಲ್ವರ (332, 234, 566, 411)
inside-body2: ಪಾಕಿಸ್ತಾನದ ಪರಮಾಣು ಬಾಂಬ್ ವಿನ್ಯಾಸಗೊಳಿಸಿದ ಅಬ್ದುಲ್ ಖದೀರ್ ಖಾನ್ ನ್ನು ಅಮೆರಿಕ ಕೊಲ್ಲಬಹುದಿತ್ತು. ಆದರೆ ಸೌದಿ ಅರೇಬಿಯಾದ ಕೋರಿಕೆಯ ಮೇರೆಗೆ ಕೈಬಿಡಲಾಯಿತು ಎಂದು ಕಿರಿಯಾಕೌ ಹೇಳಿದ್ದಾರೆ. ಇದನ್ನು ಹತ್ಯೆ ಮಾಡುವುದು ಸುಲಭವಾಗಿತ್ತು. ಆದರೆ ಸೌದಿ ಸರ್ಕಾರವು ಅವರನ್ನು ರಕ್ಷಿಸಿತು ಎಂದು ಹೇಳಿದ್ದಾರೆ. (621, 1845, 913, 1902)
fire-para1 (1230, 1750, 1523, 1795)
row1-divider (239, 581, 1527, 583)
award-text-3: AWAR (1203, 760, 1271, 785)
palm-note-photo (320, 1327, 593, 1675)
inside-body3: ಎರಡು ತಿಂಗಳ ಹಿಂದೆ ಆರು ನೂರು, ಏಳು ನೂರು ಬರ್ತಿದ್ದ ಬಿಲ್, ಈ ತಿಂಗಳು 2 ಸಾವಿರದಿಂದ ನಾಲ್ಕು ಸಾವಿರ ಬಿಲ್ ಬಂದಿದೆ. ಬಿಲ್ ನೀಡಲು ಜಲಮಂಡಳಿ ದಿನಾಂಕವನ್ನ ನಿಗದಿ ಮಾಡಲಾಗಿರುತ್ತೆ. ಆ ದಿನಾಂಕ ಮುಗಿದ ಬಳಿಕ ಸಿಬ್ಬಂದಿ ಬಿಲ್ ಕೊಡ್ತಿದ್ದಾರೆ. ಇದರಿಂದ ಗ್ರಾಹಕರು ಬಳಸಿದ ನೀರಿನ ಪ್ರಮಾಣಕ್ಕಿಂತ ಹೆಚ್ಚು ಬಿಲ್ ಬರುತ್ತಿದೆ. ಇದರ ಜೊತೆ ಮೀಟರ್ ರೀಡಿಂಗ್ ಸರಿಯಾಗಿ ಮಾಡುತ್ತಿಲ್ಲ. ಜಲಮಂಡಳಿ ಬಿಲ್‌ನಲ್ಲಿ ಹೆಚ್ಚು ಹಣ ಬರುತ್ತಿದೆ. ಇದರ ಬಗ್ಗೆ ಕ್ರಮ ಕೈಗೊಳ್ಳಬೇಕು ಎಂದು ಮನವಿ ಮಾಡಿದ್ದಾರೆ. (621, 1952, 913, 2039)
bottom-col2 (314, 1732, 609, 2403)
bkhata-body (778, 727, 1078, 1212)
kumaraswamy-photo (778, 820, 843, 914)
inspector-col1-text: ಮಹಾರಾಷ್ಟ್ರದ ಸತಾರದಲ್ಲಿ ನಡೆದಿದ್ದ ವೈದ್ಯೆಯ ಆತ್ಮಹತ್ಯೆ ಪ್ರಕರಣದ ಆರೋಪಿ ಪೊಲೀಸ್ ಸಬ್-ಇನ್ಸ್‌ಪೆಕ್ಟರ್ ಗೋಪಾಲ್ ಬದ್ನೆ ಶನಿವಾರ ಸಂಜೆ (ಅ.26) ಫಾಲ್ಟನ್ ಗ್ರಾಮೀಣ ಪೊಲೀಸ್ ಠಾಣೆಗೆ ಬಂದು ಶರಣಾಗಿದ್ದಾನೆ. ಪ್ರಕರಣದ ಮತ್ತೊಬ್ಬ ಆರೋಪಿ ಸಾಫ್ಟ್‌ವೇರ್ ಎಂಜಿನಿಯರ್ ಪ್ರಶಾಂತ್ ಬಂಕರ್‌ನನ್ನು ಪುಣೆಯಲ್ಲಿ ಬಂಧಿಸಲಾಗಿದ್ದು, ಸತ್ತಾರಿಗೆ ಕರೆತರಲಾಗಿದೆ. ವೈದ್ಯೆ ಆತ್ಮಹತ್ಯೆಗೂ ಮುನ್ನ ತನ್ನ ಅಂಗೈ ಮೇಲೆ ಡೆತ್‌ನೋಟ್ ಬರೆದಿದ್ದರು. ನ್ಯಾಯಾಲಯದ ಮುಂದೆ ಹಾಜರುಪಡಿಸಿ ದಿನಗಳ ಕಾಲ ಪೊಲೀಸ್ ಕಸ್ಟಡಿಗೆ ನೀಡಲಾಗಿದೆ. ಸತಾರ ಸರ್ಕಾರಿ ಆಸ್ಪತ್ರೆಯಲ್ಲಿ ವೈದ್ಯೆಯ ಮೃತದೇಹ ಫಾಲ್ಟನ್ ಪಟ್ಟಣದ ಹೋಟೆಲ್ ಒಂದರಲ್ಲಿ ನೇಣು ಬಿಗಿದ ಸ್ಥಿತಿಯಲ್ಲಿ ಪತ್ತೆಯಾಗಿತ್ತು. ಅವರ ಅಂಗೈಯಲ್ಲಿ ಡೆತ್‌ನೋಟ್ ಬರೆದು, ಪೊಲೀಸ್ ಸಬ್ ಇನ್ಸ್‌ಪೆಕ್ಟರ್ ಬದ್ನೆ ತನ್ನ ಮೇಲೆ (10, 1312, 309, 1533)
sidebar-story2-text: ರಸ್ತೆ ಗುಂಡಿ ತಪ್ಪಿಸಲು ಹೋಗಿ ಟೆಕ್ಕಿಯೊಬ್ಬರು ಲಾರಿ ಚಕ್ರಕ್ಕೆ ಸಿಲುಕಿ ಸಾವನ್ನಪ್ಪಿದ ಘಟನೆ ಮಾದನಾಯಕನಹಳ್ಳಿ ಹುಸ್ಕೂರು ಎಪಿಎಂಸಿ ಬಳಿ ನಡೆದಿದೆ. ಮೃತ ಟೆಕ್ಕಿಯನ್ನು ಪ್ರಿಯಾಂಕ (26) ಎಂದು ಗುರುತಿಸಲಾಗಿದೆ. ಯುವತಿ ಅಣ್ಣನ ಜೊತೆ ಬೈಕ್‌ನಲ್ಲಿ ತೆರಳುತ್ತಿದ್ದಾಗ ರಸ್ತೆ ಗುಂಡಿ ತಪ್ಪಿಸಲು ಹೋಗಿ ಆಯತಪ್ಪಿ ಬಿದ್ದಿದ್ದಾರೆ. ಈ ವೇಳೆ ಹಿಂದಿನಿಂದ ಬಂದ ಲಾರಿ ಯುವತಿ ಮೇಲೆ ಹರಿದಿದೆ. ಸ್ಥಳದಲ್ಲೇ ಯುವತಿ ಸಾವನ್ನಪ್ಪಿದ್ದಾರೆ. ಈ ಸಂಬಂಧ ಮಾದನಾಯಕನಹಳ್ಳಿ ಪೊಲೀಸ್ ಠಾಣೆಯಲ್ಲಿ ಪ್ರಕರಣ ದಾಖಲಾಗಿದೆ. (21, 952, 229, 1070)
